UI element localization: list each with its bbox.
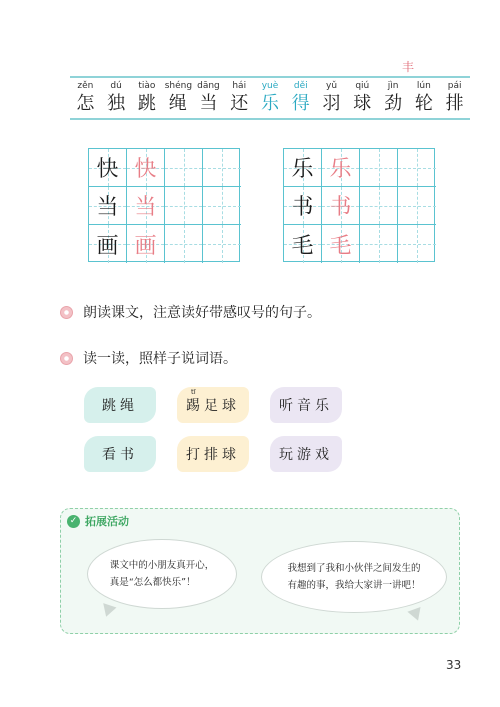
hanzi-label: 跳 — [137, 93, 156, 114]
pinyin-label: qiú — [355, 81, 370, 91]
word-card — [270, 436, 342, 472]
writing-grid-left — [88, 148, 240, 262]
hanzi-label: 当 — [199, 93, 218, 114]
word-card-text: 听音乐 — [279, 398, 333, 414]
grid-cell — [203, 149, 241, 187]
extension-activity-panel — [60, 508, 460, 634]
trace-character: 书 — [329, 195, 352, 220]
hanzi-label: 轮 — [414, 93, 433, 114]
grid-cell — [89, 149, 127, 187]
grid-cell — [398, 225, 436, 263]
strip-character — [349, 80, 375, 120]
strip-character — [165, 80, 191, 120]
instruction-say-words — [60, 348, 237, 368]
page-number: 33 — [446, 658, 462, 672]
grid-cell — [360, 225, 398, 263]
grid-cell — [284, 187, 322, 225]
grid-cell — [89, 187, 127, 225]
word-card — [177, 387, 249, 423]
strip-character — [103, 80, 129, 120]
grid-cell — [398, 149, 436, 187]
pinyin-label: děi — [293, 81, 308, 91]
strip-character — [442, 80, 468, 120]
grid-cell — [127, 149, 165, 187]
pinyin-label: jìn — [387, 81, 399, 91]
word-card-text: 打排球 — [186, 447, 240, 463]
model-character: 书 — [291, 195, 314, 220]
writing-grid-right — [283, 148, 435, 262]
model-character: 乐 — [291, 157, 314, 182]
model-character: 当 — [96, 195, 119, 220]
hanzi-label: 怎 — [76, 93, 95, 114]
pinyin-label: dāng — [197, 81, 220, 91]
strip-character — [380, 80, 406, 120]
speech-bubble-tail — [99, 603, 116, 619]
strip-annotation: 丰 — [402, 60, 415, 74]
check-icon: ✓ — [67, 515, 80, 528]
grid-cell — [165, 225, 203, 263]
strip-character — [257, 80, 283, 120]
strip-character — [195, 80, 221, 120]
grid-cell — [398, 187, 436, 225]
strip-character — [288, 80, 314, 120]
grid-cell — [322, 225, 360, 263]
hanzi-label: 还 — [230, 93, 249, 114]
word-card-text: 踢足球 — [186, 398, 240, 414]
word-card — [84, 436, 156, 472]
grid-cell — [203, 225, 241, 263]
hanzi-label: 劲 — [384, 93, 403, 114]
grid-cell — [165, 187, 203, 225]
hanzi-label: 羽 — [322, 93, 341, 114]
model-character: 毛 — [291, 233, 314, 259]
instruction-text: 朗读课文，注意读好带感叹号的句子。 — [83, 305, 321, 321]
model-character: 快 — [96, 157, 119, 182]
instruction-read-aloud — [60, 302, 321, 322]
speech-bubble-right — [261, 541, 447, 613]
bubble-line: 有趣的事，我给大家讲一讲吧！ — [287, 580, 421, 591]
grid-cell — [322, 149, 360, 187]
strip-character — [134, 80, 160, 120]
trace-character: 画 — [134, 233, 157, 259]
bubble-line: 我想到了我和小伙伴之间发生的 — [287, 563, 421, 574]
grid-cell — [127, 225, 165, 263]
word-card-ruby: tī — [191, 388, 196, 396]
grid-cell — [165, 149, 203, 187]
word-card-text: 看书 — [102, 447, 138, 463]
strip-character — [319, 80, 345, 120]
pinyin-label: hái — [232, 81, 247, 91]
grid-cell — [360, 149, 398, 187]
pinyin-label: shéng — [164, 81, 193, 91]
trace-character: 当 — [134, 195, 157, 220]
speech-bubble-tail — [407, 607, 424, 623]
grid-cell — [89, 225, 127, 263]
grid-cell — [322, 187, 360, 225]
hanzi-label: 绳 — [168, 93, 187, 114]
grid-cell — [360, 187, 398, 225]
word-card — [84, 387, 156, 423]
speech-bubble-left — [87, 539, 237, 609]
grid-cell — [284, 225, 322, 263]
hanzi-label: 排 — [445, 93, 464, 114]
flower-bullet-icon — [60, 306, 73, 319]
pinyin-label: yǔ — [326, 81, 338, 91]
trace-character: 毛 — [329, 233, 352, 259]
strip-character — [226, 80, 252, 120]
extension-title-text: 拓展活动 — [85, 515, 129, 528]
grid-cell — [127, 187, 165, 225]
pinyin-label: dú — [110, 81, 122, 91]
grid-cell — [203, 187, 241, 225]
hanzi-label: 球 — [353, 93, 372, 114]
pinyin-label: yuè — [261, 81, 279, 91]
pinyin-label: lún — [416, 81, 431, 91]
hanzi-label: 独 — [107, 93, 126, 114]
trace-character: 快 — [134, 157, 157, 182]
word-card-text: 玩游戏 — [279, 447, 333, 463]
word-card-text: 跳绳 — [102, 398, 138, 414]
instruction-text: 读一读，照样子说词语。 — [83, 351, 237, 367]
word-card — [177, 436, 249, 472]
trace-character: 乐 — [329, 157, 352, 182]
extension-title — [67, 513, 129, 529]
character-strip — [70, 76, 470, 120]
strip-character — [72, 80, 98, 120]
character-strip-row — [70, 80, 470, 120]
pinyin-label: zěn — [77, 81, 94, 91]
model-character: 画 — [96, 233, 119, 259]
bubble-line: 课文中的小朋友真开心， — [109, 560, 215, 571]
strip-character — [411, 80, 437, 120]
hanzi-label: 乐 — [261, 93, 279, 114]
hanzi-label: 得 — [291, 93, 310, 114]
pinyin-label: pái — [447, 81, 462, 91]
pinyin-label: tiào — [138, 81, 156, 91]
bubble-line: 真是“怎么都快乐”！ — [109, 577, 196, 588]
word-card — [270, 387, 342, 423]
grid-cell — [284, 149, 322, 187]
flower-bullet-icon — [60, 352, 73, 365]
